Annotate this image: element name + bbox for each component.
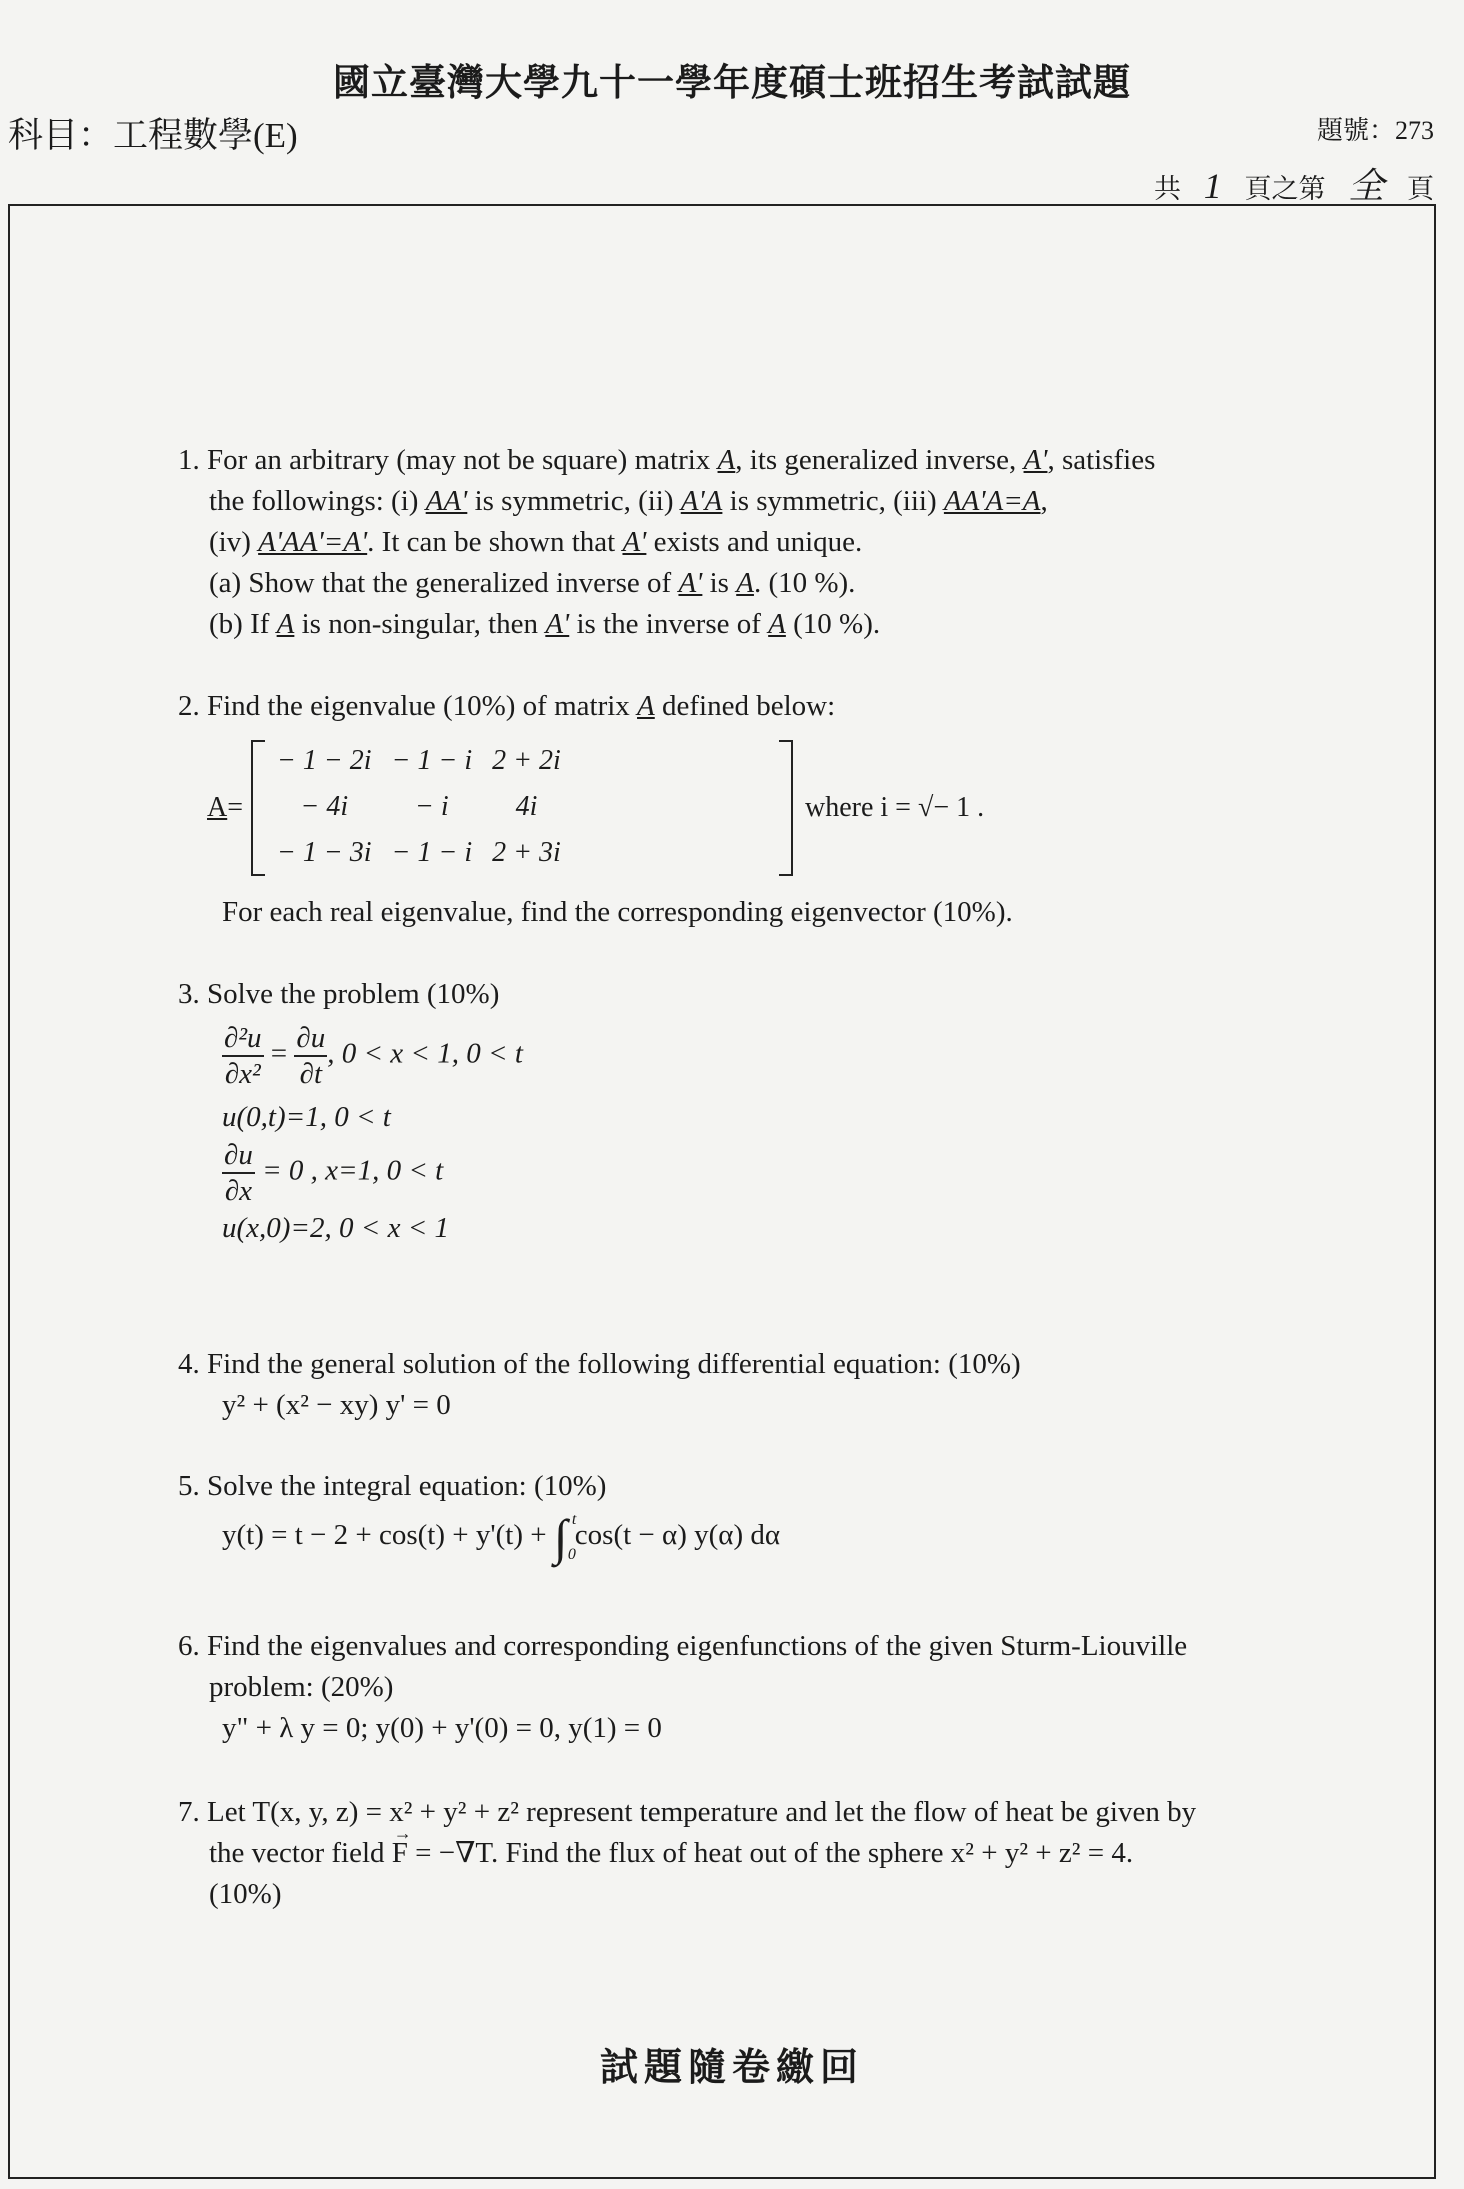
where-clause: where i = √− 1 . — [805, 792, 985, 823]
matrix-cell: 2 + 2i — [492, 745, 561, 776]
matrix-cell: − 1 − i — [391, 837, 473, 868]
matrix-cell: − 1 − 2i — [277, 745, 372, 776]
boundary-condition-1: u(0,t)=1, 0 < t — [222, 1101, 391, 1133]
page-count — [1154, 158, 1434, 209]
question-2-tail: For each real eigenvalue, find the corresponding eigenvector (10%). — [222, 896, 1013, 928]
pages-total: 1 — [1203, 166, 1222, 206]
question-6: 6. Find the eigenvalues and corresponding eigenfunctions of the given Sturm-Liouville problem: (20%) y" + λ y = 0; y(0) + y'(0) = 0, y(1) = 0 — [178, 1630, 1188, 1744]
pages-middle: 頁之第 — [1244, 174, 1326, 204]
pde: $\frac{\text{∂²u}}{\text{∂x²}}$ = $\frac{\partial u}{\partial t}$ , 0 < x < 1, 0 < t — [224, 1022, 523, 1090]
matrix-cell: 4i — [515, 791, 538, 822]
question-code: 題號：273 — [1316, 116, 1434, 145]
boundary-condition-2: $\frac{\partial u}{\partial x}$ = 0 , x=1, 0 < t — [224, 1139, 444, 1207]
exam-title: 國立臺灣大學九十一學年度碩士班招生考試試題 — [333, 63, 1131, 104]
matrix-left-bracket — [251, 740, 265, 876]
matrix-cell: − 1 − 3i — [277, 837, 372, 868]
integral-sign: ∫ t 0 — [553, 1508, 577, 1565]
matrix-row — [267, 738, 571, 784]
question-4: 4. Find the general solution of the following differential equation: (10%) y² + (x² − xy) y' = 0 — [178, 1348, 1021, 1421]
matrix-cell: − 1 − i — [391, 745, 473, 776]
matrix-cell: − i — [415, 791, 449, 822]
question-2: 2. Find the eigenvalue (10%) of matrix A defined below: — [178, 690, 836, 722]
pages-suffix: 頁 — [1407, 174, 1434, 204]
question-5: 5. Solve the integral equation: (10%) y(t) = t − 2 + cos(t) + y'(t) + ∫ t 0 cos(t − α) y(α) dα — [178, 1470, 781, 1565]
matrix-table — [267, 738, 571, 876]
matrix-right-bracket — [779, 740, 793, 876]
matrix-row — [267, 830, 571, 876]
pages-prefix: 共 — [1153, 174, 1181, 204]
pages-current: 全 — [1348, 166, 1385, 206]
footer-note: 試題隨卷繳回 — [599, 2047, 864, 2089]
matrix-cell: − 4i — [300, 791, 349, 822]
matrix-label: A= — [207, 792, 244, 823]
matrix-row — [267, 784, 571, 830]
question-7: 7. Let T(x, y, z) = x² + y² + z² represent temperature and let the flow of heat be given by the vector field → F = −∇T. Find the flux of heat out of the sphere x² + y² + z² = 4. (10%) — [178, 1792, 1358, 1915]
initial-condition: u(x,0)=2, 0 < x < 1 — [222, 1212, 450, 1244]
subject-label: 科目：工程數學(E) — [8, 116, 298, 155]
question-3: 3. Solve the problem (10%) $\frac{\text{∂²u}}{\text{∂x²}}$ = $\frac{\partial u}{\partial t}$ , 0 < x < 1, 0 < t u(0,t)=1, 0 < t $\frac{\partial u}{\partial x}$ = 0 , x=1, 0 < t u(x,0)=2, 0 < x < 1 — [178, 974, 1358, 1249]
question-1: 1. For an arbitrary (may not be square) matrix A, its generalized inverse, A', satisfies the followings: (i) AA' is symmetric, (ii) A'A is symmetric, (iii) AA'A=A, (iv) A'AA'=A'. It can be shown that A' exists and unique. (a) Show that the generalized inverse of A' is A. (10 %). (b) If A is non-singular, then A' is the inverse of A (10 %). — [178, 444, 1156, 640]
matrix-cell: 2 + 3i — [492, 837, 561, 868]
